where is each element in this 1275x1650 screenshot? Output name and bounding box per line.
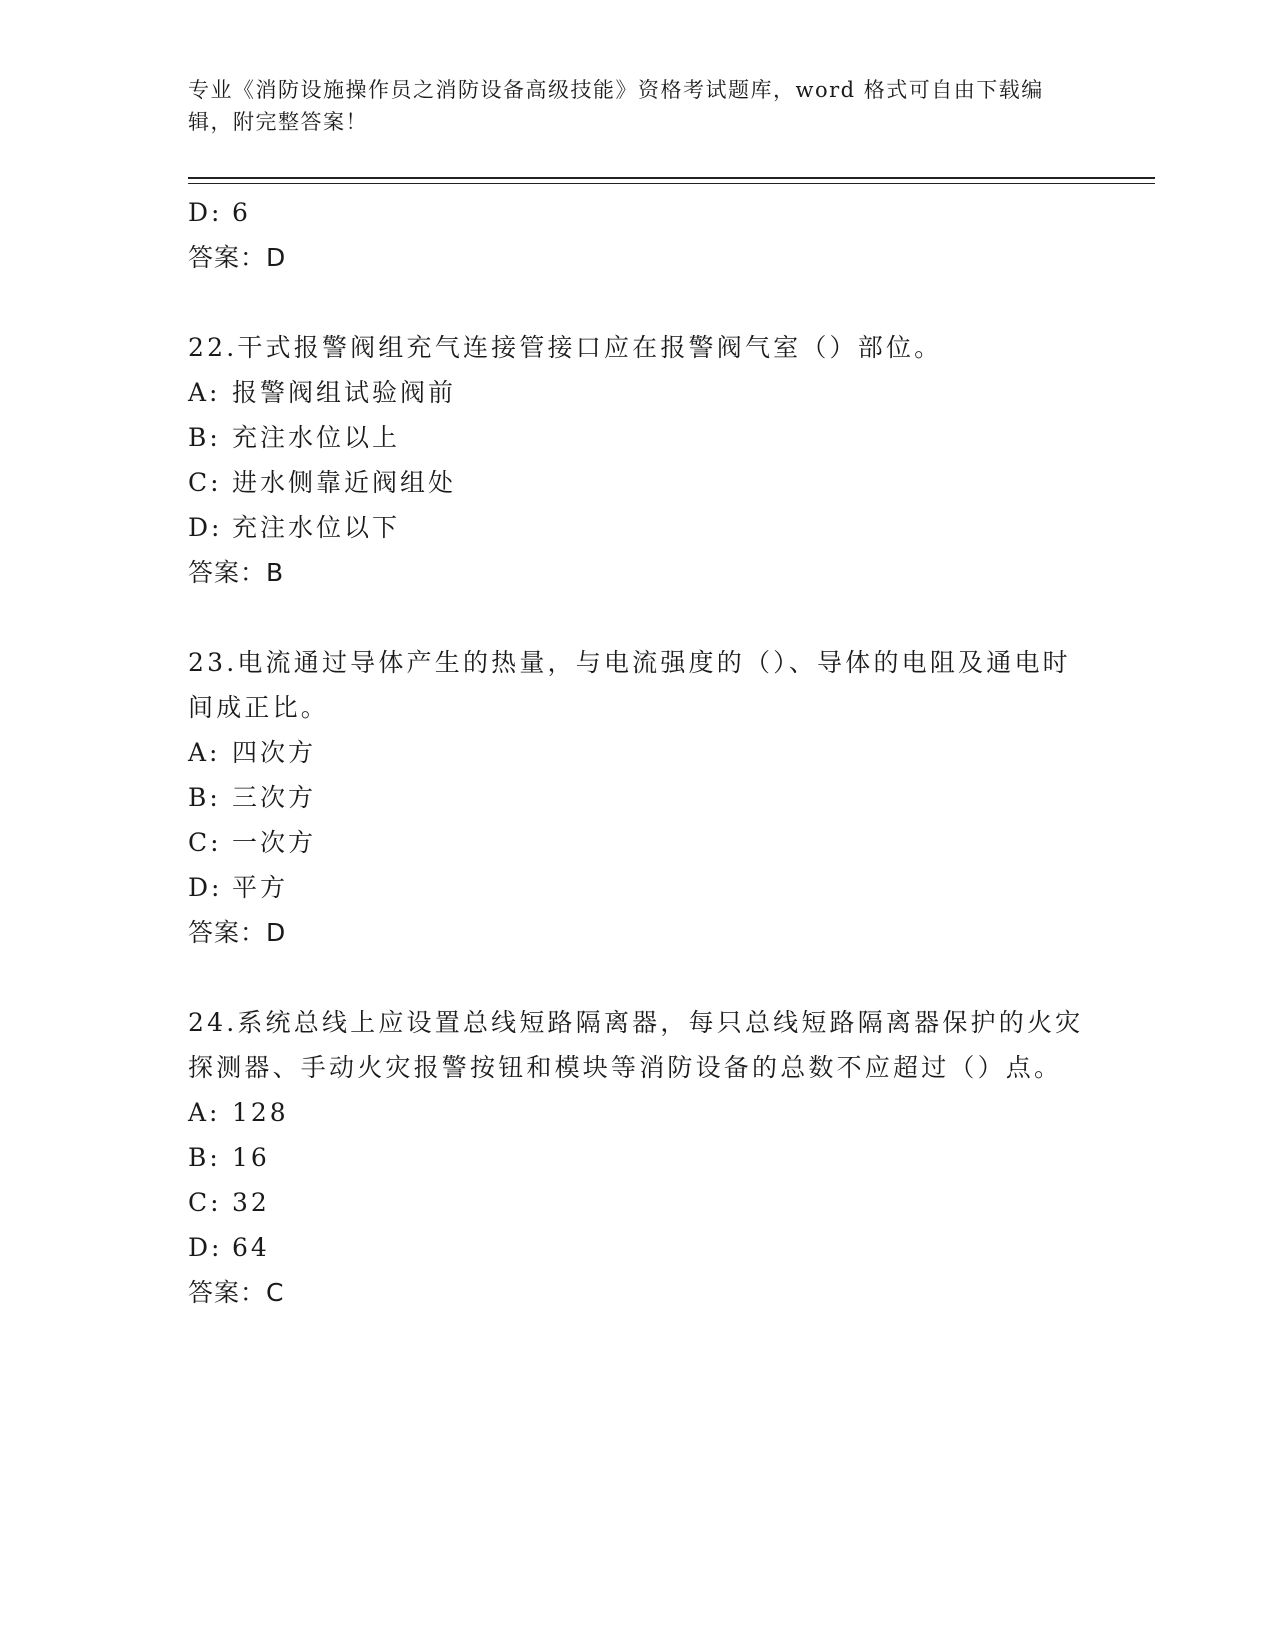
option-text: 一次方 — [232, 828, 317, 857]
option-label: B: — [188, 783, 221, 812]
answer: 答案：D — [188, 243, 287, 272]
option-d — [188, 865, 1088, 910]
option-label: B: — [188, 1143, 221, 1172]
option-label: C: — [188, 468, 222, 497]
option-b — [188, 415, 1088, 460]
option-label: A: — [188, 1098, 221, 1127]
answer: 答案：B — [188, 558, 285, 587]
option-label: D: — [188, 513, 223, 542]
option-text: 16 — [232, 1143, 270, 1172]
option-text: 平方 — [232, 873, 289, 902]
question-23 — [188, 640, 1088, 955]
answer: 答案：C — [188, 1278, 285, 1307]
option-d — [188, 190, 1088, 235]
option-label: B: — [188, 423, 221, 452]
question-content — [188, 190, 1088, 1315]
option-c — [188, 1180, 1088, 1225]
option-text: 充注水位以下 — [232, 513, 401, 542]
option-label: C: — [188, 1188, 222, 1217]
option-text: 报警阀组试验阀前 — [232, 378, 457, 407]
option-text: 6 — [232, 198, 251, 227]
option-a — [188, 730, 1088, 775]
question-24 — [188, 1000, 1088, 1315]
option-text: 128 — [232, 1098, 289, 1127]
option-label: D: — [188, 198, 223, 227]
option-d — [188, 505, 1088, 550]
option-c — [188, 820, 1088, 865]
option-b — [188, 775, 1088, 820]
option-d — [188, 1225, 1088, 1270]
option-text: 进水侧靠近阀组处 — [232, 468, 457, 497]
question-text: 24.系统总线上应设置总线短路隔离器，每只总线短路隔离器保护的火灾探测器、手动火灾报警按钮和模块等消防设备的总数不应超过（）点。 — [188, 1008, 1084, 1082]
option-a — [188, 370, 1088, 415]
option-b — [188, 1135, 1088, 1180]
option-text: 64 — [232, 1233, 270, 1262]
option-label: C: — [188, 828, 222, 857]
option-label: A: — [188, 378, 221, 407]
option-label: D: — [188, 873, 223, 902]
option-c — [188, 460, 1088, 505]
page-header: 专业《消防设施操作员之消防设备高级技能》资格考试题库，word 格式可自由下载编辑，附完整答案！ — [188, 78, 1044, 134]
option-text: 32 — [232, 1188, 270, 1217]
option-text: 四次方 — [232, 738, 317, 767]
option-text: 充注水位以上 — [232, 423, 401, 452]
answer: 答案：D — [188, 918, 287, 947]
option-label: A: — [188, 738, 221, 767]
option-label: D: — [188, 1233, 223, 1262]
option-a — [188, 1090, 1088, 1135]
question-text: 23.电流通过导体产生的热量，与电流强度的（）、导体的电阻及通电时间成正比。 — [188, 648, 1071, 722]
question-text: 22.干式报警阀组充气连接管接口应在报警阀气室（）部位。 — [188, 333, 943, 362]
question-22 — [188, 325, 1088, 595]
header-rule-thin — [188, 183, 1155, 184]
header-rule-thick — [188, 177, 1155, 179]
option-text: 三次方 — [232, 783, 317, 812]
